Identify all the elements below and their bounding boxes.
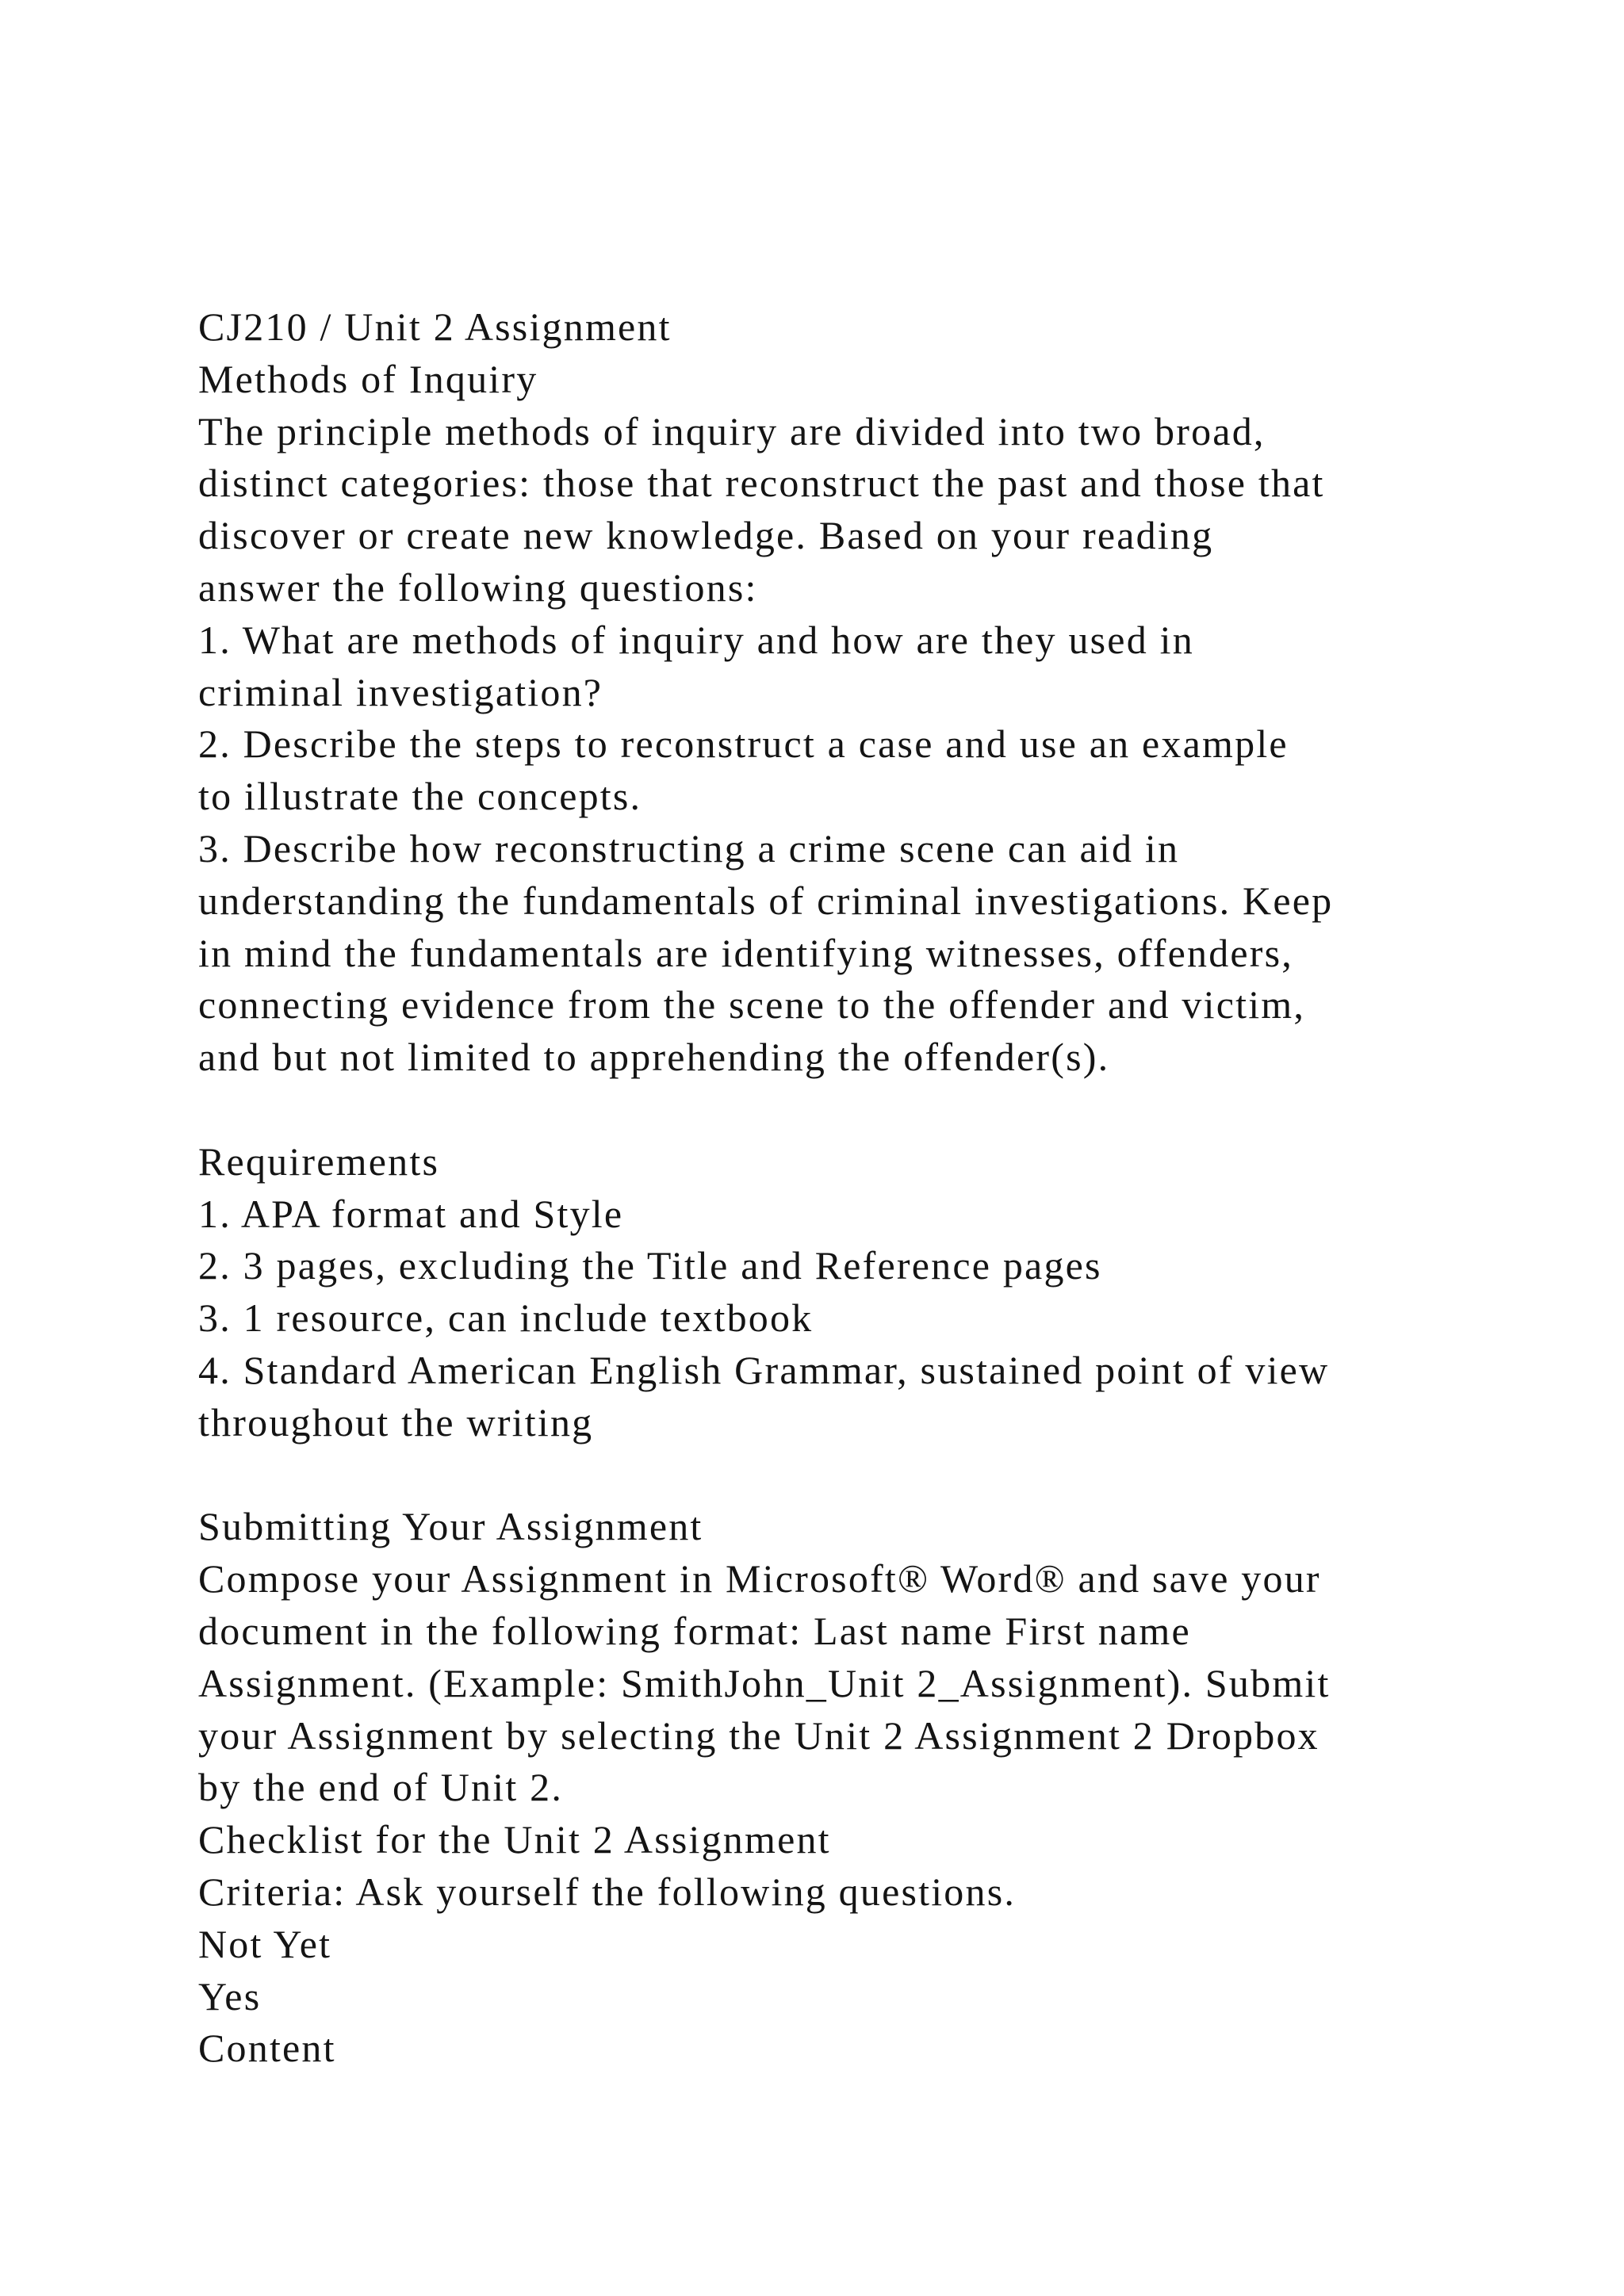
intro-paragraph [198, 406, 1467, 614]
document-subtitle: Methods of Inquiry [198, 356, 538, 401]
checklist-yes-label: Yes [198, 1973, 262, 2019]
intro-line: discover or create new knowledge. Based on your reading [198, 513, 1214, 558]
intro-line: The principle methods of inquiry are divided into two broad, [198, 408, 1266, 453]
requirements-list [198, 1188, 1467, 1449]
paragraph-spacer [198, 1084, 1467, 1136]
requirement-line: 3. 1 resource, can include textbook [198, 1295, 814, 1341]
intro-line: distinct categories: those that reconstruct the past and those that [198, 461, 1325, 506]
question-line: understanding the fundamentals of criminal investigations. Keep [198, 878, 1334, 923]
question-line: in mind the fundamentals are identifying witnesses, offenders, [198, 930, 1294, 975]
requirement-line: 2. 3 pages, excluding the Title and Reference pages [198, 1243, 1102, 1288]
questions-list [198, 614, 1467, 1084]
checklist-title: Checklist for the Unit 2 Assignment [198, 1817, 831, 1862]
question-line: and but not limited to apprehending the offender(s). [198, 1035, 1110, 1080]
paragraph-spacer [198, 1449, 1467, 1502]
requirement-line: throughout the writing [198, 1399, 594, 1445]
document-body [198, 301, 1467, 2075]
checklist-content-label: Content [198, 2026, 336, 2071]
checklist-section [198, 1814, 1467, 2075]
submitting-line: Assignment. (Example: SmithJohn_Unit 2_Assignment). Submit [198, 1660, 1331, 1705]
question-line: 3. Describe how reconstructing a crime scene can aid in [198, 825, 1180, 871]
submitting-line: your Assignment by selecting the Unit 2 Assignment 2 Dropbox [198, 1712, 1320, 1758]
document-title: CJ210 / Unit 2 Assignment [198, 304, 672, 349]
submitting-heading: Submitting Your Assignment [198, 1504, 703, 1549]
intro-line: answer the following questions: [198, 564, 758, 610]
requirement-line: 4. Standard American English Grammar, sustained point of view [198, 1347, 1330, 1392]
requirements-heading: Requirements [198, 1138, 440, 1184]
question-line: to illustrate the concepts. [198, 774, 642, 819]
question-line: criminal investigation? [198, 669, 603, 714]
submitting-line: by the end of Unit 2. [198, 1765, 564, 1810]
submitting-paragraph [198, 1553, 1467, 1814]
question-line: 1. What are methods of inquiry and how are they used in [198, 617, 1194, 662]
question-line: 2. Describe the steps to reconstruct a case and use an example [198, 721, 1289, 767]
checklist-criteria: Criteria: Ask yourself the following questions. [198, 1869, 1017, 1914]
checklist-not-yet-label: Not Yet [198, 1921, 332, 1966]
submitting-line: Compose your Assignment in Microsoft® Word® and save your [198, 1556, 1321, 1601]
requirement-line: 1. APA format and Style [198, 1191, 624, 1236]
submitting-line: document in the following format: Last name First name [198, 1608, 1191, 1653]
question-line: connecting evidence from the scene to the offender and victim, [198, 982, 1306, 1027]
